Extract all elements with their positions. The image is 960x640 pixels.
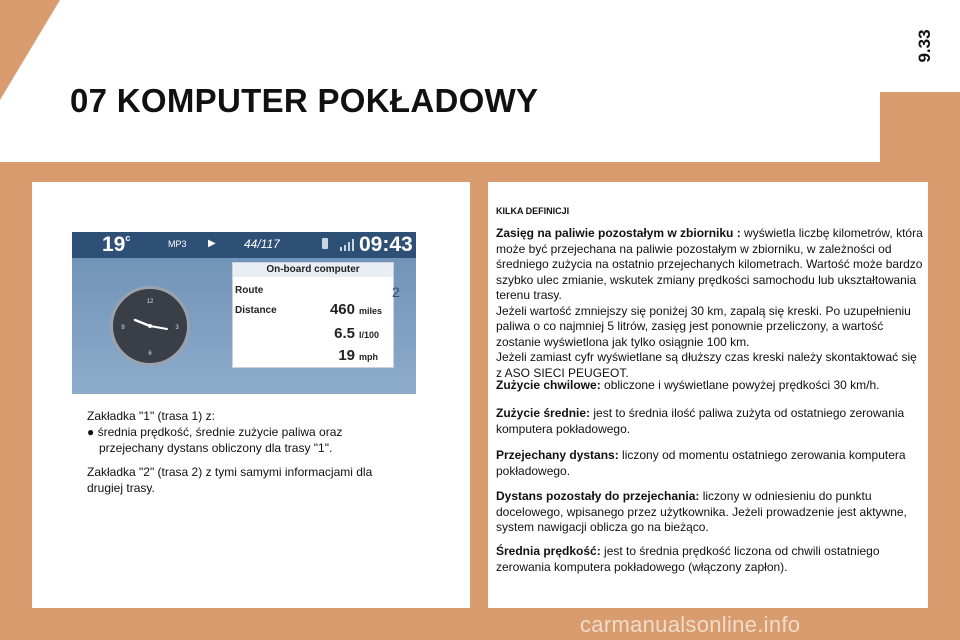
obc-row-label: Route bbox=[235, 285, 264, 296]
clock-number-3: 3 bbox=[175, 325, 179, 331]
mp3-label: MP3 bbox=[168, 239, 187, 249]
definition-distance-travelled: Przejechany dystans: liczony od momentu ostatniego zerowania komputera pokładowego. bbox=[496, 448, 906, 478]
play-icon: ▶ bbox=[208, 238, 216, 249]
right-panel bbox=[488, 182, 928, 608]
display-status-bar bbox=[72, 232, 416, 258]
watermark: carmanualsonline.info bbox=[580, 612, 801, 637]
clock-number-9: 9 bbox=[121, 325, 125, 331]
definition-average-speed: Średnia prędkość: jest to średnia prędkość liczona od chwili ostatniego zerowania komputera pokładowego (włączony zapłon). bbox=[496, 544, 880, 574]
page-number: 9.33 bbox=[915, 29, 934, 63]
analog-clock-icon bbox=[110, 286, 190, 366]
obc-row-value: 460 bbox=[329, 301, 355, 318]
temperature-readout: 19$^c$ bbox=[102, 233, 131, 256]
route1-bullet: ● średnia prędkość, średnie zużycie paliwa oraz przejechany dystans obliczony dla trasy "1". bbox=[87, 425, 343, 455]
obc-row-unit: miles bbox=[359, 306, 383, 316]
onboard-computer-panel bbox=[232, 262, 394, 368]
route-tab-number: 2 bbox=[392, 284, 400, 300]
dashboard-display bbox=[72, 232, 416, 394]
obc-title: On-board computer bbox=[233, 263, 393, 277]
page-title: 07 KOMPUTER POKŁADOWY bbox=[70, 82, 539, 119]
track-counter: 44/117 bbox=[244, 237, 280, 251]
definitions-heading: KILKA DEFINICJI bbox=[496, 206, 570, 216]
definition-distance-remaining: Dystans pozostały do przejechania: liczony w odniesieniu do punktu docelowego, wpisanego przez użytkownika. Jeżeli prowadzenie jest aktywne, system nawigacji oblicza go na bieżąco. bbox=[496, 489, 907, 534]
obc-row-value: 19 bbox=[338, 347, 355, 364]
obc-row-value: 6.5 bbox=[334, 325, 355, 342]
definition-range: Zasięg na paliwie pozostałym w zbiorniku : wyświetla liczbę kilometrów, która może być przejechana na paliwie pozostałym w zbiorniku, w zależności od średniego zużycia na ostatnio przejechanych kilometrach. Wartość może bardzo szybko ulec zmianie, wskutek zmiany prędkości samochodu lub ukształtowania terenu trasy. Jeżeli wartość zmniejszy się poniżej 30 km, zapalą się kreski. Po uzupełnieniu paliwa o co najmniej 5 litrów, zasięg jest ponownie przeliczony, a wartość zostanie wyświetlona jak tylko osiągnie 100 km. Jeżeli zamiast cyfr wyświetlane są dłuższy czas kreski należy skontaktować się z ASO SIECI PEUGEOT. bbox=[496, 226, 923, 380]
definition-average-consumption: Zużycie średnie: jest to średnia ilość paliwa zużyta od ostatniego zerowania komputera pokładowego. bbox=[496, 406, 905, 436]
left-panel bbox=[32, 182, 470, 608]
obc-row-unit: l/100 bbox=[359, 330, 380, 340]
header-corner-notch bbox=[0, 0, 60, 100]
phone-icon bbox=[322, 238, 328, 249]
route1-intro: Zakładka "1" (trasa 1) z: bbox=[87, 409, 215, 423]
time-readout: 09:43 bbox=[359, 233, 413, 256]
header-panel bbox=[0, 0, 880, 162]
clock-number-6: 6 bbox=[148, 351, 152, 357]
definition-instant-consumption: Zużycie chwilowe: obliczone i wyświetlane powyżej prędkości 30 km/h. bbox=[496, 378, 880, 392]
clock-number-12: 12 bbox=[146, 299, 154, 305]
obc-row-unit: mph bbox=[359, 352, 378, 362]
signal-strength-icon bbox=[340, 239, 356, 251]
obc-row-label: Distance bbox=[235, 305, 277, 316]
route2-description: Zakładka "2" (trasa 2) z tymi samymi informacjami dla drugiej trasy. bbox=[87, 465, 373, 495]
